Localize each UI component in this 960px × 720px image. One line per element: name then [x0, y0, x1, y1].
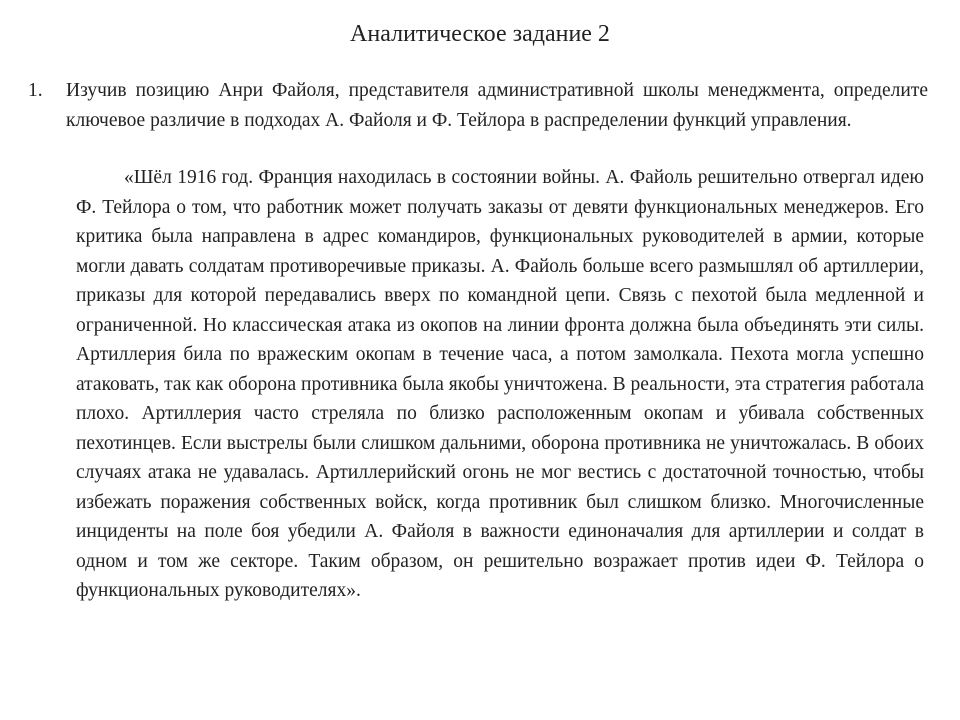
- task-text: Изучив позицию Анри Файоля, представителя административной школы менеджмента, определите ключевое различие в подходах А. Файоля и Ф. Тейлора в распределении функций управления.: [66, 80, 928, 131]
- task-number: 1.: [28, 80, 43, 101]
- task-item: [28, 76, 928, 135]
- slide-title: Аналитическое задание 2: [350, 21, 610, 47]
- quote-paragraph: «Шёл 1916 год. Франция находилась в состоянии войны. А. Файоль решительно отвергал идею Ф. Тейлора о том, что работник может получать заказы от девяти функциональных менеджеров. Его критика была направлена в адрес командиров, функциональных руководителей в армии, которые могли давать солдатам противоречивые приказы. А. Файоль больше всего размышлял об артиллерии, приказы для которой передавались вверх по командной цепи. Связь с пехотой была медленной и ограниченной. Но классическая атака из окопов на линии фронта должна была объединять эти силы. Артиллерия била по вражеским окопам в течение часа, а потом замолкала. Пехота могла успешно атаковать, так как оборона противника была якобы уничтожена. В реальности, эта стратегия работала плохо. Артиллерия часто стреляла по близко расположенным окопам и убивала собственных пехотинцев. Если выстрелы были слишком дальними, оборона противника не уничтожалась. В обоих случаях атака не удавалась. Артиллерийский огонь не мог вестись с достаточной точностью, чтобы избежать поражения собственных войск, когда противник был слишком близко. Многочисленные инциденты на поле боя убедили А. Файоля в важности единоначалия для артиллерии и солдат в одном и том же секторе. Таким образом, он решительно возражает против идеи Ф. Тейлора о функциональных руководителях».: [76, 167, 924, 601]
